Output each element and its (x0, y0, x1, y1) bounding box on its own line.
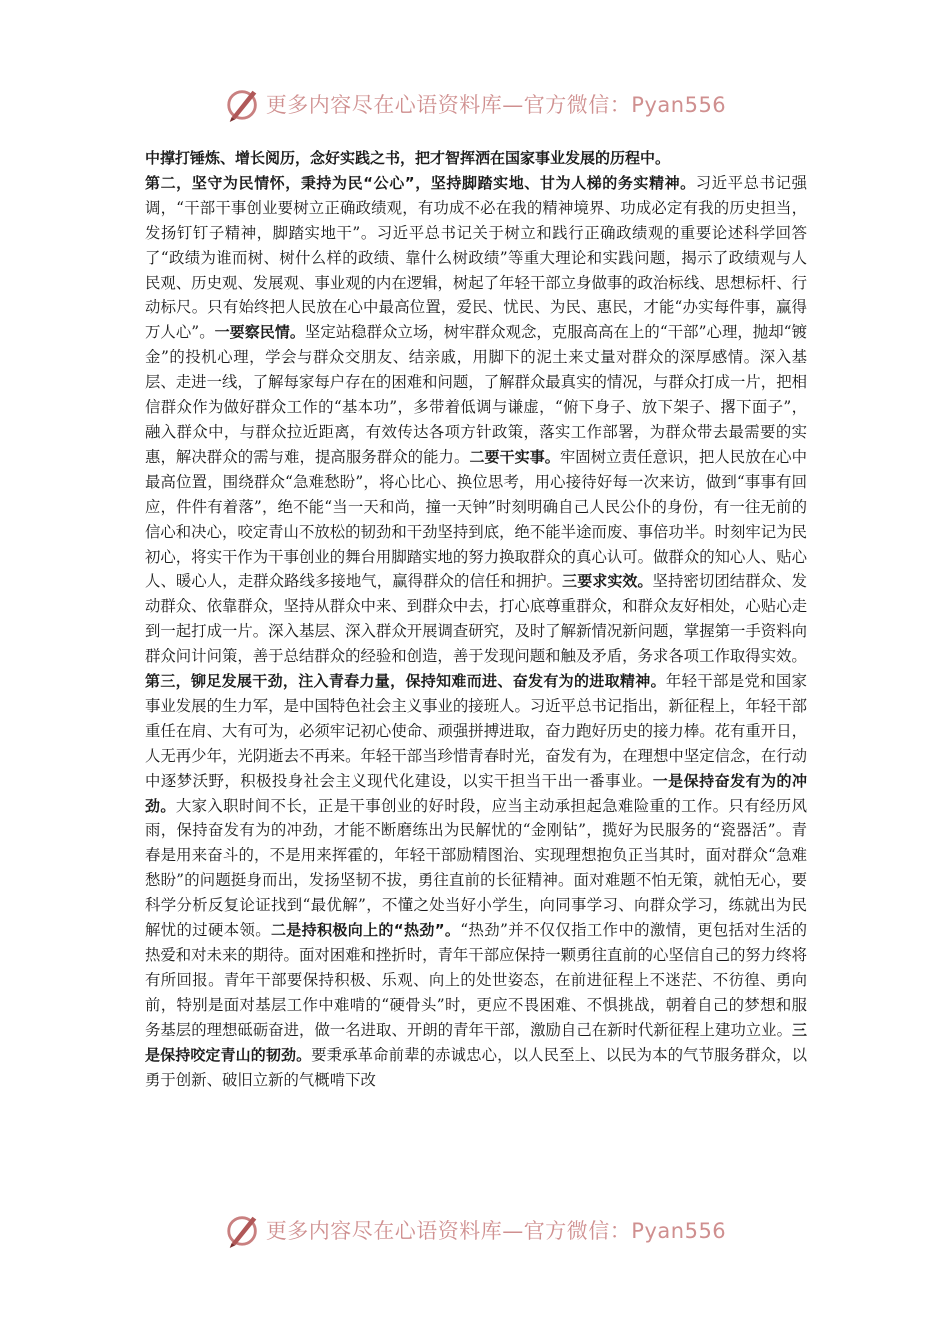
bold-heading-text: 第二，坚守为民情怀，秉持为民“公心”，坚持脚踏实地、甘为人梯的务实精神。 (145, 173, 696, 192)
body-text: 坚定站稳群众立场，树牢群众观念，克服高高在上的“干部”心理，抛却“镀金”的投机心理，学会与群众交朋友、结亲戚，用脚下的泥土来丈量对群众的深厚感情。深入基层、走进一线，了解每家每户存在的困难和问题，了解群众最真实的情况，与群众打成一片，把相信群众作为做好群众工作的“基本功”，多带着低调与谦虚，“俯下身子、放下架子、撂下面子”，融入群众中，与群众拉近距离，有效传达各项方针政策，落实工作部署，为群众带去最需要的实惠，解决群众的需与难，提高服务群众的能力。 (145, 323, 807, 466)
bold-heading-text: 三要求实效。 (562, 572, 653, 591)
body-text: 牢固树立责任意识，把人民放在心中最高位置，围绕群众“急难愁盼”，将心比心、换位思考，用心接待好每一次来访，做到“事事有回应，件件有着落”，绝不能“当一天和尚，撞一天钟”时刻明确自己人民公仆的身份，有一往无前的信心和决心，咬定青山不放松的韧劲和干劲坚持到底，绝不能半途而废、事倍功半。时刻牢记为民初心，将实干作为干事创业的舞台用脚踏实地的努力换取群众的真心认可。做群众的知心人、贴心人、暖心人，走群众路线多接地气，赢得群众的信任和拥护。 (145, 447, 807, 591)
bold-heading-text: 一是保持奋发有为的冲劲。 (145, 771, 807, 815)
body-text: 大家入职时间不长，正是干事创业的好时段，应当主动承担起急难险重的工作。只有经历风雨，保持奋发有为的冲劲，才能不断磨练出为民解忧的“金刚钻”，揽好为民服务的“瓷器活”。青春是用来奋斗的，不是用来挥霍的，年轻干部励精图治、实现理想抱负正当其时，面对群众“急难愁盼”的问题挺身而出，发扬坚韧不拔，勇往直前的长征精神。面对难题不怕无策，就怕无心，要科学分析反复论证找到“最优解”，不懂之处当好小学生，向同事学习、向群众学习，练就出为民解忧的过硬本领。 (145, 796, 807, 940)
header-watermark-banner (0, 84, 950, 124)
bold-heading-text: 中撑打锤炼、增长阅历，念好实践之书，把才智挥洒在国家事业发展的历程中。 (145, 149, 671, 167)
bold-heading-text: 第三，铆足发展干劲，注入青春力量，保持知难而进、奋发有为的进取精神。 (145, 672, 666, 691)
body-text: 习近平总书记强调，“干部干事创业要树立正确政绩观，有功成不必在我的精神境界、功成必定有我的历史担当，发扬钉钉子精神，脚踏实地干”。习近平总书记关于树立和践行正确政绩观的重要论述科学回答了“政绩为谁而树、树什么样的政绩、靠什么树政绩”等重大理论和实践问题，揭示了政绩观与人民观、历史观、发展观、事业观的内在逻辑，树起了年轻干部立身做事的政治标线、思想标杆、行动标尺。只有始终把人民放在心中最高位置，爱民、忧民、为民、惠民，才能“办实每件事，赢得万人心”。 (145, 173, 807, 342)
paragraph (145, 146, 807, 171)
body-text: 坚持密切团结群众、发动群众、依靠群众，坚持从群众中来、到群众中去，打心底尊重群众，和群众友好相处，心贴心走到一起打成一片。深入基层、深入群众开展调查研究，及时了解新情况新问题，掌握第一手资料向群众问计问策，善于总结群众的经验和创造，善于发现问题和触及矛盾，务求各项工作取得实效。 (145, 572, 807, 666)
body-text: 年轻干部是党和国家事业发展的生力军，是中国特色社会主义事业的接班人。习近平总书记指出，新征程上，年轻干部重任在肩、大有可为，必须牢记初心使命、顽强拼搏进取，奋力跑好历史的接力棒。花有重开日，人无再少年，光阴逝去不再来。年轻干部当珍惜青春时光，奋发有为，在理想中坚定信念，在行动中逐梦沃野，积极投身社会主义现代化建设，以实干担当干出一番事业。 (145, 672, 807, 790)
watermark-text: 更多内容尽在心语资料库—官方微信：Pyan556 (265, 93, 727, 117)
body-text: “热劲”并不仅仅指工作中的激情，更包括对生活的热爱和对未来的期待。面对困难和挫折时，青年干部应保持一颗勇往直前的心坚信自己的努力终将有所回报。青年干部要保持积极、乐观、向上的处世姿态，在前进征程上不迷茫、不彷徨、勇向前，特别是面对基层工作中难啃的“硬骨头”时，更应不畏困难、不惧挑战，朝着自己的梦想和服务基层的理想砥砺奋进，做一名进取、开朗的青年干部，激励自己在新时代新征程上建功立业。 (145, 921, 807, 1039)
footer-watermark-banner (0, 1210, 950, 1250)
bold-heading-text: 二要干实事。 (469, 447, 560, 466)
pen-logo-icon (224, 85, 262, 123)
bold-heading-text: 二是持积极向上的“热劲”。 (270, 921, 461, 940)
paragraph (145, 171, 807, 669)
watermark-text: 更多内容尽在心语资料库—官方微信：Pyan556 (265, 1219, 727, 1243)
paragraph (145, 669, 807, 1092)
article-body (145, 146, 807, 1092)
body-text: 要秉承革命前辈的赤诚忠心，以人民至上、以民为本的气节服务群众，以勇于创新、破旧立新的气概啃下改 (145, 1045, 807, 1089)
pen-logo-icon (224, 1211, 262, 1249)
bold-heading-text: 一要察民情。 (214, 323, 305, 342)
bold-heading-text: 三是保持咬定青山的韧劲。 (145, 1020, 807, 1064)
